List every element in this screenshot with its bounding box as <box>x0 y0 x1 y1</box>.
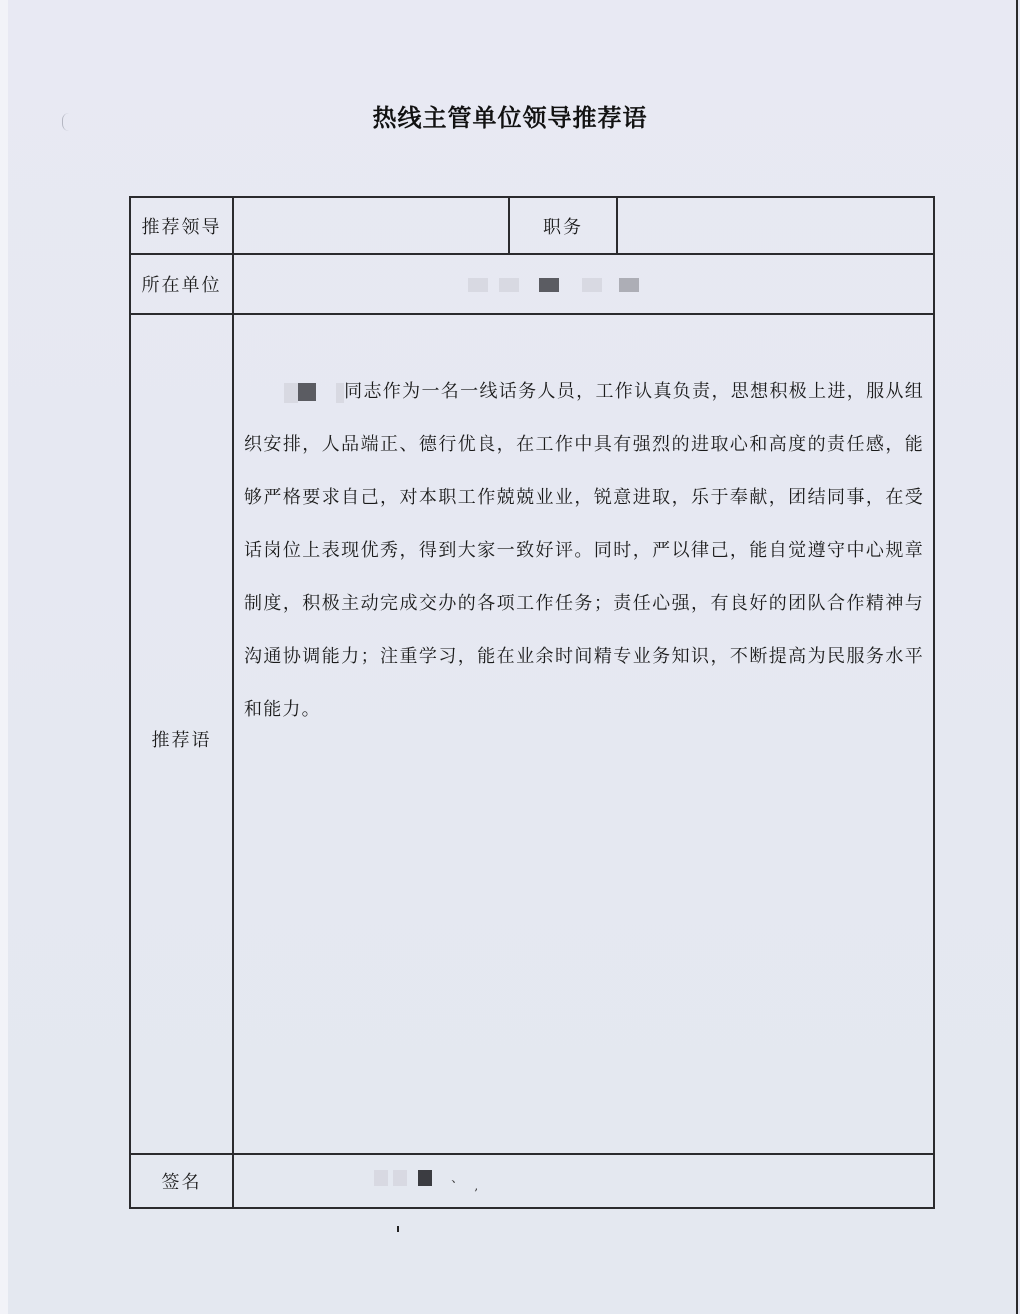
row-unit <box>130 254 934 314</box>
signature-value-redacted: 、 , <box>233 1154 934 1208</box>
redacted-name <box>244 382 344 402</box>
unit-label: 所在单位 <box>130 254 233 314</box>
row-recommendation <box>130 314 934 1154</box>
recommendation-paragraph <box>244 365 924 736</box>
recommendation-text: 同志作为一名一线话务人员，工作认真负责，思想积极上进，服从组织安排，人品端正、德行优良，在工作中具有强烈的进取心和高度的责任感，能够严格要求自己，对本职工作兢兢业业，锐意进取，乐于奉献，团结同事，在受话岗位上表现优秀，得到大家一致好评。同时，严以律己，能自觉遵守中心规章制度，积极主动完成交办的各项工作任务；责任心强，有良好的团队合作精神与沟通协调能力；注重学习，能在业余时间精专业务知识，不断提高为民服务水平和能力。 <box>244 381 924 720</box>
position-label: 职务 <box>509 197 617 254</box>
page-right-edge <box>1016 0 1018 1314</box>
signature-label: 签名 <box>130 1154 233 1208</box>
recommendation-body <box>233 314 934 1154</box>
scan-artifact-mark <box>397 1226 399 1232</box>
unit-value-redacted <box>233 254 934 314</box>
row-leader <box>130 197 934 254</box>
recommendation-form-table <box>129 196 935 1209</box>
leader-value <box>233 197 509 254</box>
row-signature <box>130 1154 934 1208</box>
leader-label: 推荐领导 <box>130 197 233 254</box>
document-title: 热线主管单位领导推荐语 <box>372 104 648 132</box>
page-left-edge <box>0 0 8 1314</box>
recommendation-label: 推荐语 <box>130 314 233 1154</box>
position-value <box>617 197 934 254</box>
